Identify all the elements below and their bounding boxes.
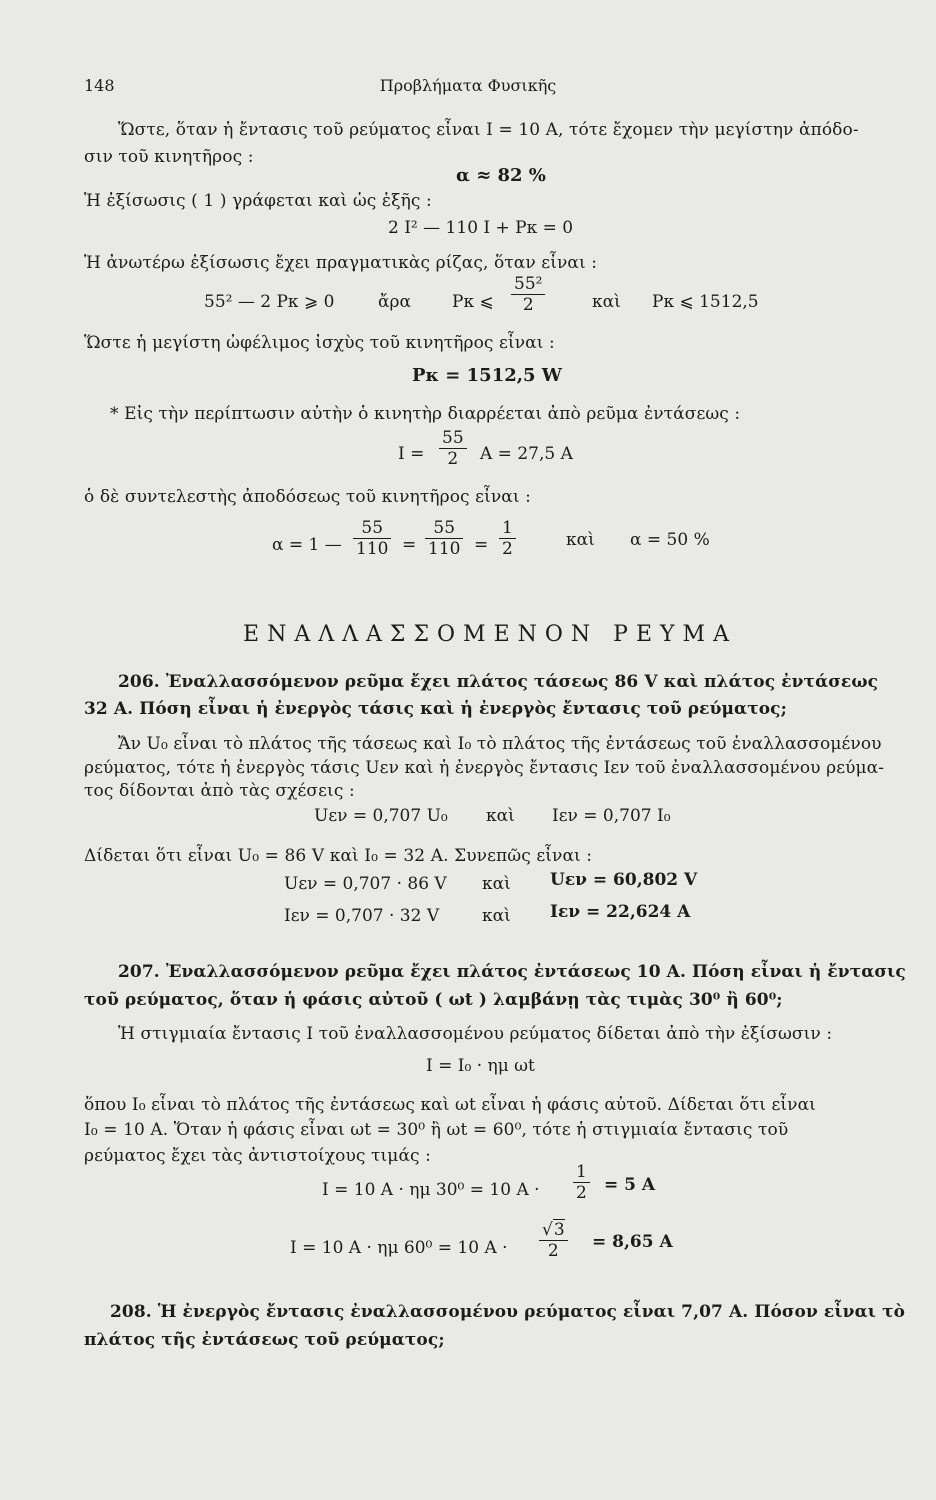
sqrt-radicand: 3 <box>553 1220 565 1240</box>
problem-208-statement: 208. Ἡ ἐνεργὸς ἔντασις ἐναλλασσομένου ρεύματος εἶναι 7,07 A. Πόσον εἶναι τὸ <box>110 1302 906 1322</box>
text-line: ὅπου I₀ εἶναι τὸ πλάτος τῆς ἐντάσεως καὶ ωt εἶναι ἡ φάσις αὐτοῦ. Δίδεται ὅτι εἶναι <box>84 1095 816 1115</box>
equation: A = 27,5 A <box>480 444 573 464</box>
equation: I = I₀ · ημ ωt <box>426 1056 535 1076</box>
section-title: ΕΝΑΛΛΑΣΣΟΜΕΝΟΝ ΡΕΥΜΑ <box>243 622 737 647</box>
equation: α ≈ 82 % <box>456 165 546 186</box>
equation: Pκ ⩽ <box>452 292 494 312</box>
text-line: Ἡ ἀνωτέρω ἐξίσωσις ἔχει πραγματικὰς ρίζας, ὅταν εἶναι : <box>84 253 598 273</box>
equation-result: = 5 A <box>604 1175 656 1195</box>
fraction <box>496 518 519 559</box>
equation: Pκ = 1512,5 W <box>412 365 563 386</box>
equation-result: = 8,65 A <box>592 1232 673 1252</box>
fraction <box>422 518 466 559</box>
equation: α = 50 % <box>630 530 710 550</box>
problem-207-statement: 207. Ἐναλλασσόμενον ρεῦμα ἔχει πλάτος ἐντάσεως 10 A. Πόση εἶναι ἡ ἔντασις <box>118 962 906 982</box>
fraction-numerator: 55 <box>425 518 463 539</box>
fraction-denominator: 2 <box>447 449 459 469</box>
fraction-numerator: 55 <box>353 518 391 539</box>
equation: I = <box>398 444 425 464</box>
fraction-denominator: 110 <box>356 539 389 559</box>
text-line: τος δίδονται ἀπὸ τὰς σχέσεις : <box>84 781 355 801</box>
text-line: Δίδεται ὅτι εἶναι U₀ = 86 V καὶ I₀ = 32 A. Συνεπῶς εἶναι : <box>84 846 593 866</box>
fraction-numerator: 1 <box>499 518 516 539</box>
text-line: I₀ = 10 A. Ὅταν ἡ φάσις εἶναι ωt = 30⁰ ἢ ωt = 60⁰, τότε ἡ στιγμιαία ἔντασις τοῦ <box>84 1120 789 1140</box>
text-line: * Εἰς τὴν περίπτωσιν αὐτὴν ὁ κινητὴρ διαρρέεται ἀπὸ ρεῦμα ἐντάσεως : <box>110 404 741 424</box>
problem-207-statement: τοῦ ρεύματος, ὅταν ἡ φάσις αὐτοῦ ( ωt ) λαμβάνῃ τὰς τιμὰς 30⁰ ἢ 60⁰; <box>84 990 783 1010</box>
running-title: Προβλήματα Φυσικῆς <box>379 76 557 95</box>
fraction-numerator: 1 <box>573 1162 590 1183</box>
fraction <box>436 428 470 469</box>
equation: Iεν = 0,707 · 32 V <box>284 906 440 926</box>
text-line: Ὥστε, ὅταν ἡ ἔντασις τοῦ ρεύματος εἶναι I = 10 A, τότε ἔχομεν τὴν μεγίστην ἀπόδο- <box>118 120 859 140</box>
equation-word: καὶ <box>482 906 511 926</box>
text-line: ὁ δὲ συντελεστὴς ἀποδόσεως τοῦ κινητῆρος εἶναι : <box>84 487 531 507</box>
equation: Pκ ⩽ 1512,5 <box>652 292 759 312</box>
problem-208-statement: πλάτος τῆς ἐντάσεως τοῦ ρεύματος; <box>84 1330 445 1350</box>
fraction <box>350 518 394 559</box>
fraction-denominator: 2 <box>576 1183 587 1203</box>
text-line: Ἡ ἐξίσωσις ( 1 ) γράφεται καὶ ὡς ἑξῆς : <box>84 191 432 211</box>
fraction-denominator: 110 <box>428 539 461 559</box>
equation: = <box>474 535 489 555</box>
equation: 2 I² — 110 I + Pκ = 0 <box>388 218 574 238</box>
text-line: Ἡ στιγμιαία ἔντασις I τοῦ ἐναλλασσομένου ρεύματος δίδεται ἀπὸ τὴν ἐξίσωσιν : <box>118 1024 833 1044</box>
fraction-numerator: 55 <box>439 428 467 449</box>
fraction <box>570 1162 593 1203</box>
text-line: Ἄν U₀ εἶναι τὸ πλάτος τῆς τάσεως καὶ I₀ τὸ πλάτος τῆς ἐντάσεως τοῦ ἐναλλασσομένου <box>118 734 882 754</box>
fraction-numerator <box>539 1220 568 1241</box>
equation: Uεν = 0,707 · 86 V <box>284 874 447 894</box>
text-line: Ὥστε ἡ μεγίστη ὠφέλιμος ἰσχὺς τοῦ κινητῆρος εἶναι : <box>84 333 555 353</box>
equation: Iεν = 0,707 I₀ <box>552 806 671 826</box>
fraction-numerator: 55² <box>511 274 545 295</box>
fraction-denominator: 2 <box>547 1241 559 1261</box>
page-number: 148 <box>84 76 115 95</box>
problem-206-statement: 206. Ἐναλλασσόμενον ρεῦμα ἔχει πλάτος τάσεως 86 V καὶ πλάτος ἐντάσεως <box>118 672 879 692</box>
fraction <box>508 274 548 315</box>
fraction-denominator: 2 <box>502 539 513 559</box>
equation: = <box>402 535 417 555</box>
equation-result: Uεν = 60,802 V <box>550 870 698 890</box>
equation-word: καὶ <box>566 530 595 550</box>
equation-word: καὶ <box>482 874 511 894</box>
text-line: ρεύματος, τότε ἡ ἐνεργὸς τάσις Uεν καὶ ἡ ἐνεργὸς ἔντασις Iεν τοῦ ἐναλλασσομένου ρεύμα- <box>84 758 885 778</box>
equation: Uεν = 0,707 U₀ <box>314 806 448 826</box>
fraction-denominator: 2 <box>522 295 534 315</box>
equation: 55² — 2 Pκ ⩾ 0 <box>204 292 335 312</box>
equation-word: καὶ <box>486 806 515 826</box>
equation-word: ἄρα <box>378 292 411 312</box>
equation: α = 1 — <box>272 535 342 555</box>
equation: I = 10 A · ημ 60⁰ = 10 A · <box>290 1238 508 1258</box>
problem-206-statement: 32 A. Πόση εἶναι ἡ ἐνεργὸς τάσις καὶ ἡ ἐνεργὸς ἔντασις τοῦ ρεύματος; <box>84 699 788 719</box>
equation: I = 10 A · ημ 30⁰ = 10 A · <box>322 1180 540 1200</box>
text-line: ρεύματος ἔχει τὰς ἀντιστοίχους τιμάς : <box>84 1146 431 1166</box>
fraction <box>536 1220 571 1261</box>
text-line: σιν τοῦ κινητῆρος : <box>84 147 254 167</box>
equation-word: καὶ <box>592 292 621 312</box>
sqrt-sign: √ <box>542 1220 553 1240</box>
equation-result: Iεν = 22,624 A <box>550 902 691 922</box>
